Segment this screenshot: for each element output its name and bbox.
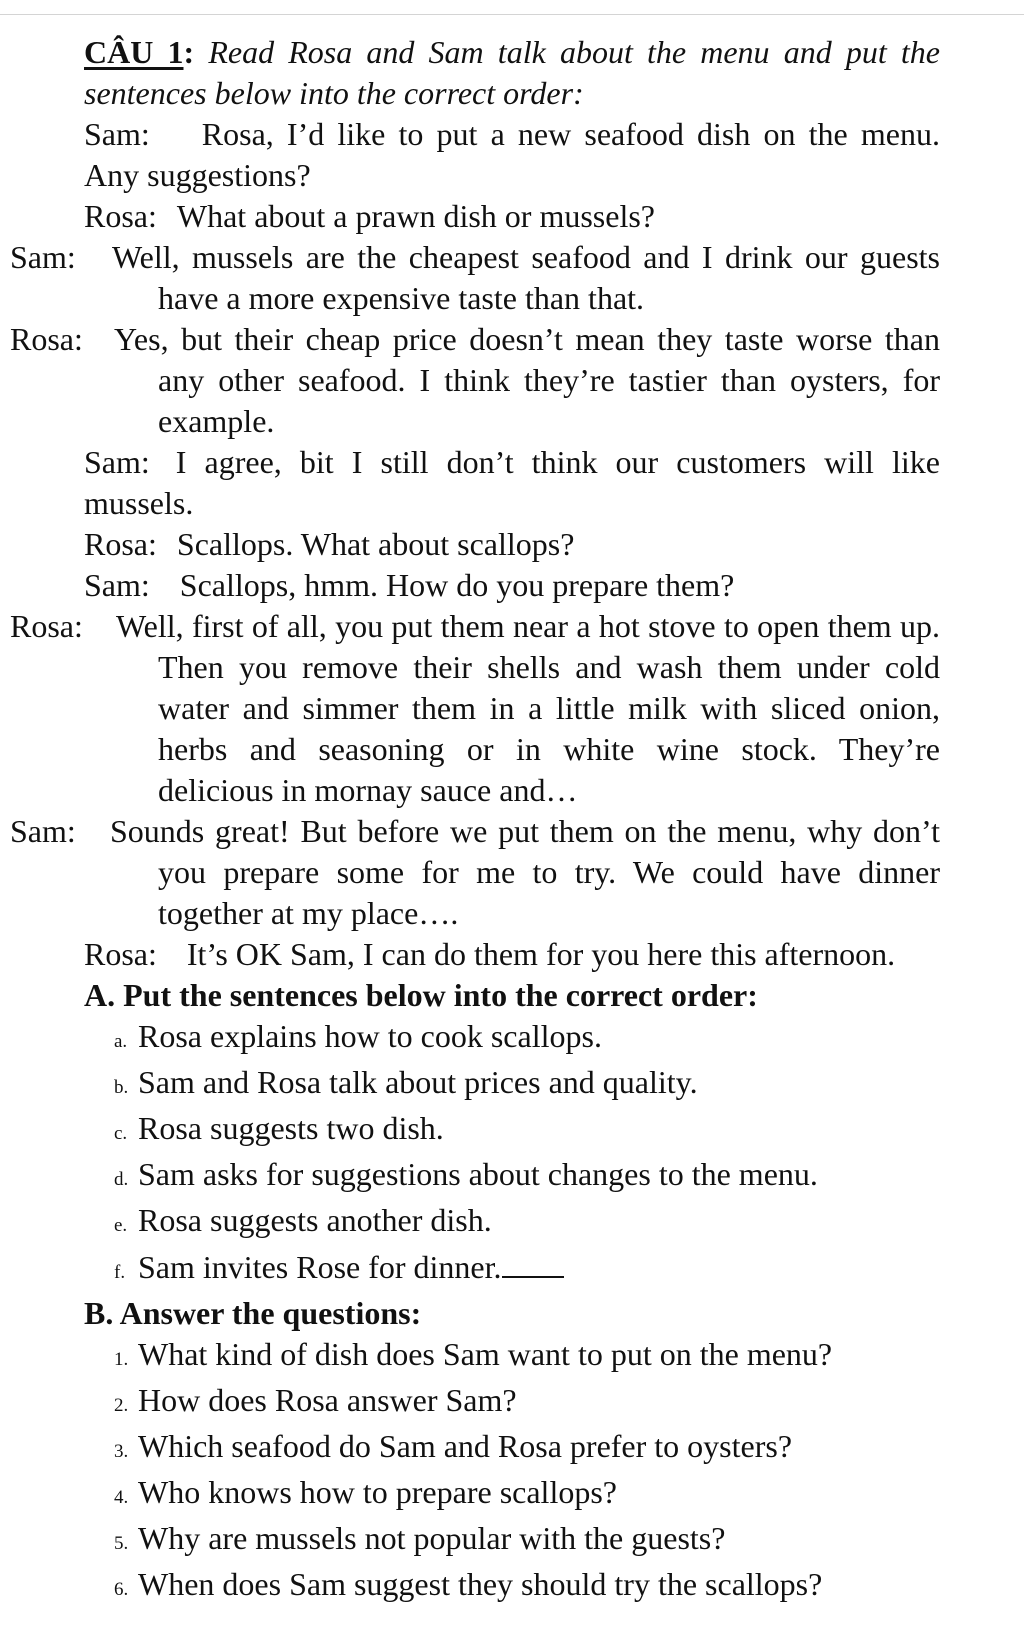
item-text: Sam invites Rose for dinner.: [138, 1249, 502, 1285]
dialogue-line: [84, 114, 940, 196]
item-text: Sam and Rosa talk about prices and quality.: [138, 1064, 698, 1100]
ordering-item: [84, 1200, 940, 1246]
dialogue-line: Rosa: Well, first of all, you put them near a hot stove to open them up. Then you remove their shells and wash them under cold water and simmer them in a little milk with sliced onion, herbs and seasoning or in white wine stock. They’re delicious in mornay sauce and…: [10, 608, 940, 808]
section-a-heading: A. Put the sentences below into the correct order:: [84, 977, 758, 1013]
ordering-item: [84, 1246, 940, 1293]
dialogue-text: Well, first of all, you put them near a hot stove to open them up. Then you remove their shells and wash them under cold water and simmer them in a little milk with sliced onion, herbs and seasoning or in white wine stock. They’re delicious in mornay sauce and…: [116, 608, 940, 808]
question-text: Which seafood do Sam and Rosa prefer to oysters?: [138, 1428, 793, 1464]
ordering-item: [84, 1016, 940, 1062]
item-marker: d.: [114, 1169, 129, 1190]
dialogue-line: [84, 442, 940, 524]
item-text: Rosa suggests another dish.: [138, 1202, 492, 1238]
section-b-heading: B. Answer the questions:: [84, 1295, 422, 1331]
item-text: Sam asks for suggestions about changes to the menu.: [138, 1156, 818, 1192]
exercise-label-colon: :: [183, 34, 195, 70]
dialogue-text: I agree, bit I still don’t think our customers will like mussels.: [84, 444, 940, 521]
item-marker: f.: [114, 1262, 126, 1283]
dialogue-text: Yes, but their cheap price doesn’t mean they taste worse than any other seafood. I think they’re tastier than oysters, for example.: [114, 321, 940, 439]
item-text: Rosa suggests two dish.: [138, 1110, 444, 1146]
question-item: [84, 1564, 940, 1610]
question-item: [84, 1380, 940, 1426]
dialogue-text: Scallops. What about scallops?: [176, 526, 575, 562]
item-text: Rosa explains how to cook scallops.: [138, 1018, 602, 1054]
item-marker: a.: [114, 1031, 128, 1052]
exercise-instruction: Read Rosa and Sam talk about the menu and put the sentences below into the correct order:: [84, 34, 941, 111]
speaker-name: Rosa:: [84, 936, 157, 972]
dialogue-text: Well, mussels are the cheapest seafood and I drink our guests have a more expensive taste than that.: [112, 239, 940, 316]
dialogue-line: Sam: Well, mussels are the cheapest seafood and I drink our guests have a more expensive taste than that.: [10, 239, 940, 316]
question-item: [84, 1518, 940, 1564]
speaker-name: Rosa:: [84, 198, 157, 234]
ordering-item: [84, 1154, 940, 1200]
question-text: When does Sam suggest they should try the scallops?: [138, 1566, 823, 1602]
speaker-name: Sam:: [84, 567, 150, 603]
dialogue-text: Scallops, hmm. How do you prepare them?: [179, 567, 735, 603]
item-marker: e.: [114, 1215, 128, 1236]
dialogue-text: What about a prawn dish or mussels?: [176, 198, 655, 234]
question-text: What kind of dish does Sam want to put on the menu?: [138, 1336, 833, 1372]
exercise-label: CÂU 1: [84, 34, 184, 70]
top-divider: [0, 14, 1024, 15]
dialogue-line: [84, 934, 940, 975]
dialogue-text: Sounds great! But before we put them on the menu, why don’t you prepare some for me to try. We could have dinner together at my place….: [110, 813, 940, 931]
question-item: [84, 1334, 940, 1380]
question-number: 4.: [114, 1487, 129, 1508]
dialogue-line: [84, 196, 940, 237]
dialogue-line: Rosa: Yes, but their cheap price doesn’t mean they taste worse than any other seafood. I think they’re tastier than oysters, for example.: [10, 321, 940, 439]
dialogue-text: Rosa, I’d like to put a new seafood dish on the menu. Any suggestions?: [84, 116, 940, 193]
question-item: [84, 1426, 940, 1472]
worksheet: [10, 32, 941, 1610]
item-marker: c.: [114, 1123, 128, 1144]
question-number: 1.: [114, 1349, 129, 1370]
ordering-item: [84, 1108, 940, 1154]
ordering-item: [84, 1062, 940, 1108]
question-text: Who knows how to prepare scallops?: [138, 1474, 617, 1510]
speaker-name: Sam:: [84, 116, 150, 152]
speaker-name: Sam:: [84, 444, 150, 480]
speaker-name: Rosa:: [84, 526, 157, 562]
dialogue-line: [84, 565, 940, 606]
question-number: 3.: [114, 1441, 129, 1462]
question-number: 5.: [114, 1533, 129, 1554]
dialogue-text: It’s OK Sam, I can do them for you here this afternoon.: [186, 936, 896, 972]
dialogue-line: Sam: Sounds great! But before we put them on the menu, why don’t you prepare some for me to try. We could have dinner together at my place….: [10, 813, 940, 931]
question-item: [84, 1472, 940, 1518]
question-text: How does Rosa answer Sam?: [138, 1382, 517, 1418]
question-text: Why are mussels not popular with the guests?: [138, 1520, 726, 1556]
answer-blank[interactable]: [502, 1246, 564, 1278]
exercise-title: [84, 32, 940, 114]
question-number: 2.: [114, 1395, 129, 1416]
dialogue-line: [84, 524, 940, 565]
item-marker: b.: [114, 1077, 129, 1098]
question-number: 6.: [114, 1579, 129, 1600]
